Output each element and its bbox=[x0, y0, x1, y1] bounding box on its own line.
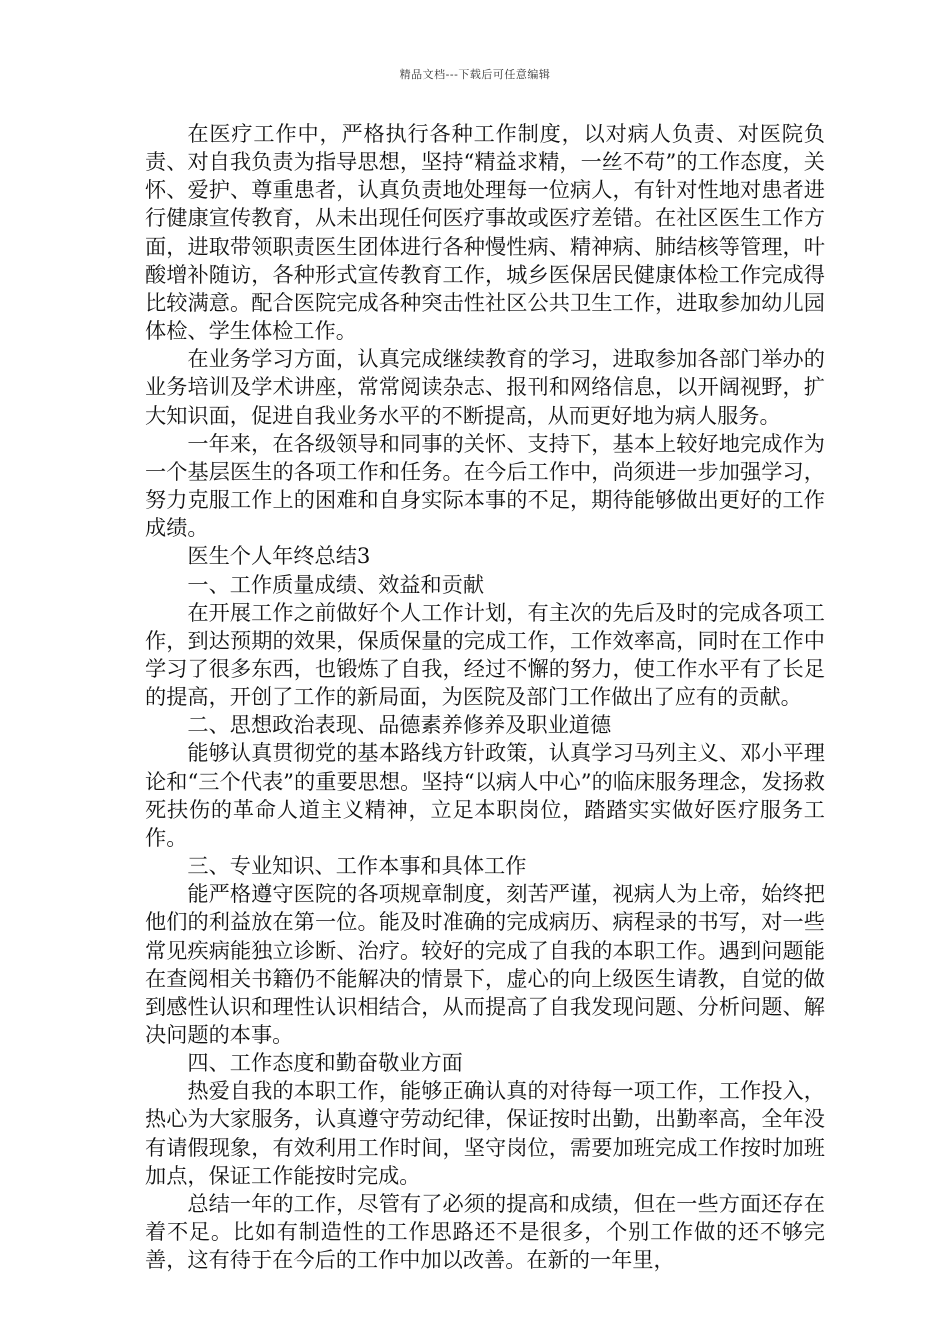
paragraph-study: 在业务学习方面，认真完成继续教育的学习，进取参加各部门举办的业务培训及学术讲座，常常阅读杂志、报刊和网络信息，以开阔视野，扩大知识面，促进自我业务水平的不断提高，从而更好地为病人服务。 bbox=[145, 346, 825, 428]
heading-attitude: 四、工作态度和勤奋敬业方面 bbox=[187, 1050, 463, 1076]
paragraph-professional: 能严格遵守医院的各项规章制度，刻苦严谨，视病人为上帝，始终把他们的利益放在第一位。能及时准确的完成病历、病程录的书写，对一些常见疾病能独立诊断、治疗。较好的完成了自我的本职工作。遇到问题能在查阅相关书籍仍不能解决的情景下，虚心的向上级医生请教，自觉的做到感性认识和理性认识相结合，从而提高了自我发现问题、分析问题、解决问题的本事。 bbox=[145, 881, 825, 1047]
paragraph-summary: 总结一年的工作，尽管有了必须的提高和成绩，但在一些方面还存在着不足。比如有制造性的工作思路还不是很多，个别工作做的还不够完善，这有待于在今后的工作中加以改善。在新的一年里， bbox=[145, 1190, 825, 1273]
heading-professional: 三、专业知识、工作本事和具体工作 bbox=[187, 853, 527, 879]
heading-political: 二、思想政治表现、品德素养修养及职业道德 bbox=[187, 712, 612, 738]
paragraph-political: 能够认真贯彻党的基本路线方针政策，认真学习马列主义、邓小平理论和“三个代表”的重要思想。坚持“以病人中心”的临床服务理念，发扬救死扶伤的革命人道主义精神，立足本职岗位，踏踏实实做好医疗服务工作。 bbox=[145, 740, 825, 850]
heading-work-quality: 一、工作质量成绩、效益和贡献 bbox=[187, 571, 485, 597]
page-header: 精品文档---下载后可任意编辑 bbox=[399, 68, 551, 81]
paragraph-attitude: 热爱自我的本职工作，能够正确认真的对待每一项工作，工作投入，热心为大家服务，认真遵守劳动纪律，保证按时出勤，出勤率高，全年没有请假现象，有效利用工作时间，坚守岗位，需要加班完成工作按时加班加点，保证工作能按时完成。 bbox=[145, 1078, 825, 1188]
document-body bbox=[145, 120, 825, 1274]
paragraph-work-quality: 在开展工作之前做好个人工作计划，有主次的先后及时的完成各项工作，到达预期的效果，保质保量的完成工作，工作效率高，同时在工作中学习了很多东西，也锻炼了自我，经过不懈的努力，使工作水平有了长足的提高，开创了工作的新局面，为医院及部门工作做出了应有的贡献。 bbox=[145, 599, 825, 710]
paragraph-year-review: 一年来，在各级领导和同事的关怀、支持下，基本上较好地完成作为一个基层医生的各项工作和任务。在今后工作中，尚须进一步加强学习，努力克服工作上的困难和自身实际本事的不足，期待能够做出更好的工作成绩。 bbox=[145, 430, 825, 541]
section-title: 医生个人年终总结3 bbox=[187, 543, 371, 569]
paragraph-medical-work: 在医疗工作中，严格执行各种工作制度，以对病人负责、对医院负责、对自我负责为指导思想，坚持“精益求精，一丝不苟”的工作态度，关怀、爱护、尊重患者，认真负责地处理每一位病人，有针对性地对患者进行健康宣传教育，从未出现任何医疗事故或医疗差错。在社区医生工作方面，进取带领职责医生团体进行各种慢性病、精神病、肺结核等管理，叶酸增补随访，各种形式宣传教育工作，城乡医保居民健康体检工作完成得比较满意。配合医院完成各种突击性社区公共卫生工作，进取参加幼儿园体检、学生体检工作。 bbox=[145, 121, 825, 344]
